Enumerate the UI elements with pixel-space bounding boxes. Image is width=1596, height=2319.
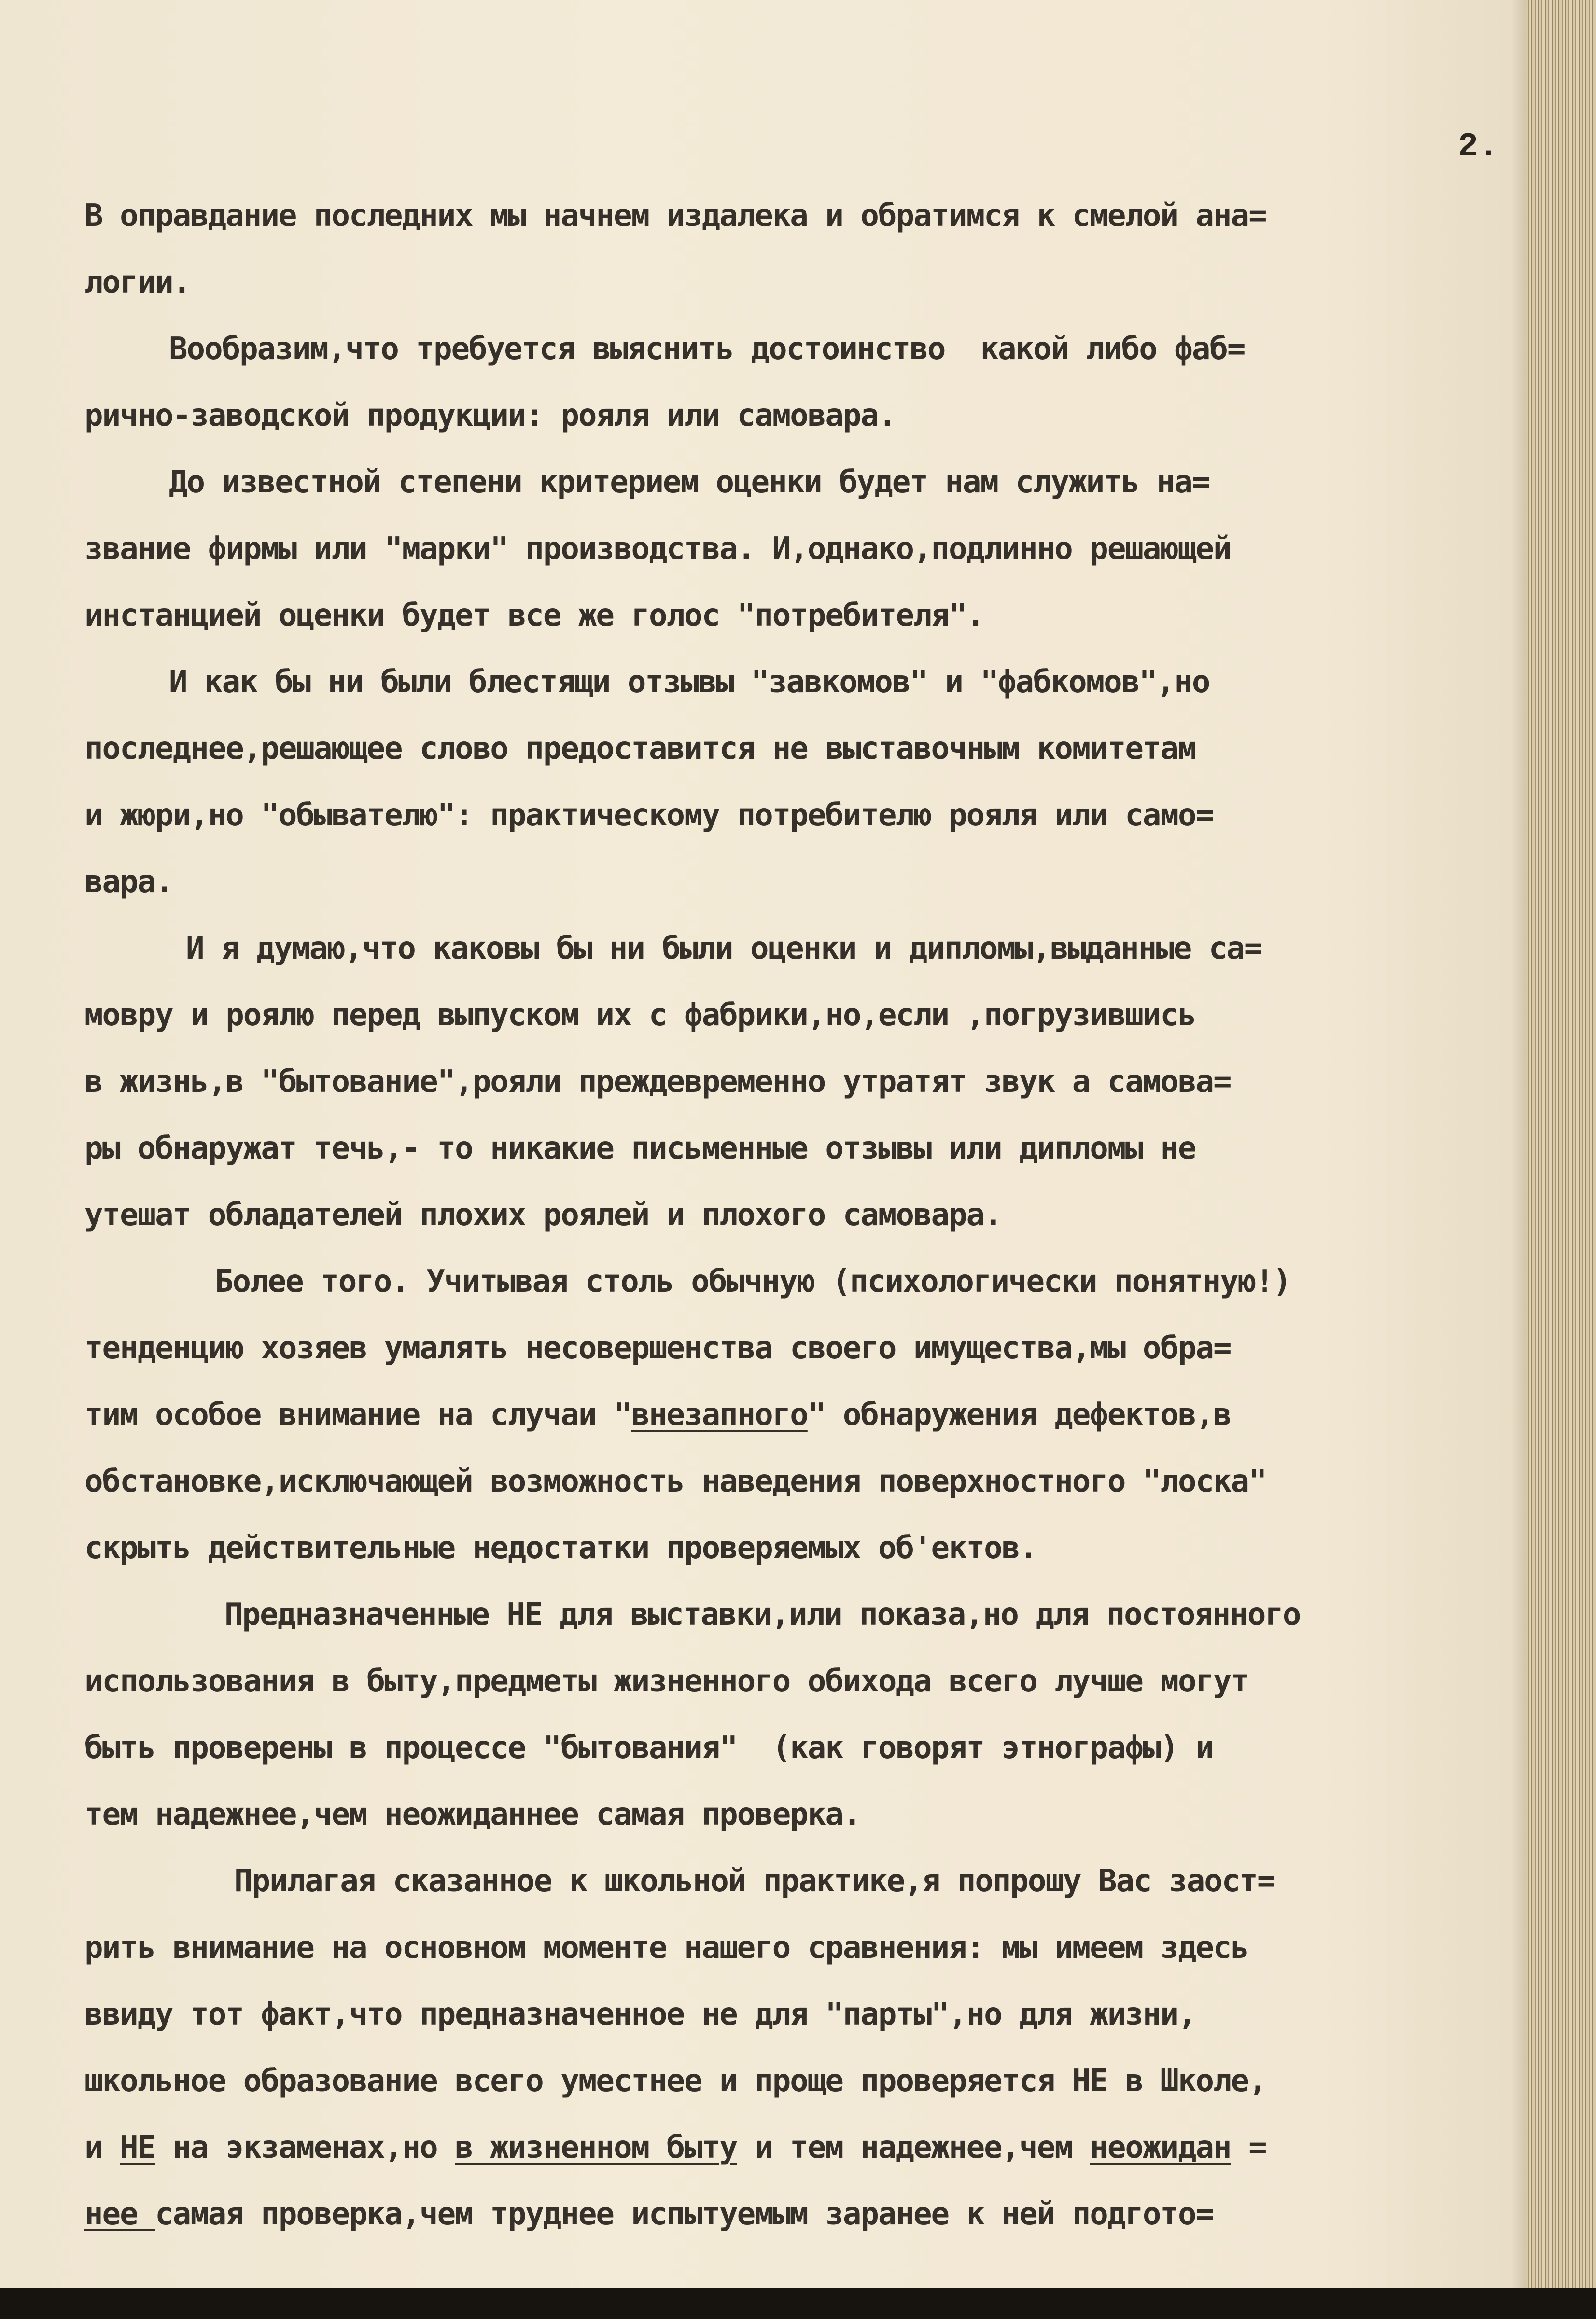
page-number: 2. — [1458, 128, 1499, 166]
text-line: Предназначенные НЕ для выставки,или показа,но для постоянного — [224, 1597, 1301, 1633]
text-line: тем надежнее,чем неожиданнее самая проверка. — [84, 1797, 861, 1832]
text-line — [84, 2114, 1528, 2181]
text-line: последнее,решающее слово предоставится не выставочным комитетам — [84, 731, 1196, 767]
text-line: и жюри,но "обывателю": практическому потребителю рояля или само= — [84, 797, 1213, 833]
text-line: ввиду тот факт,что предназначенное не для "парты",но для жизни, — [84, 1997, 1196, 2032]
text-line: скрыть действительные недостатки проверяемых об'ектов. — [84, 1530, 1037, 1566]
text-line — [84, 1382, 1528, 1448]
line-text: тим особое внимание на случаи " — [84, 1397, 631, 1433]
text-line: тенденцию хозяев умалять несовершенства своего имущества,мы обра= — [84, 1330, 1231, 1366]
underlined-word: неожидан — [1090, 2130, 1231, 2165]
line-text: и — [84, 2130, 120, 2165]
text-line: ры обнаружат течь,- то никакие письменные отзывы или дипломы не — [84, 1131, 1196, 1166]
text-line: быть проверены в процессе "бытования" (как говорят этнографы) и — [84, 1730, 1213, 1766]
line-text: = — [1231, 2130, 1266, 2165]
line-text: " обнаружения дефектов,в — [807, 1397, 1231, 1433]
line-text: на экзаменах,но — [155, 2130, 455, 2165]
text-line: мовру и роялю перед выпуском их с фабрики,но,если ,погрузившись — [84, 997, 1196, 1033]
line-text: самая проверка,чем труднее испытуемым заранее к ней подгото= — [155, 2196, 1213, 2232]
text-line: обстановке,исключающей возможность наведения поверхностного "лоска" — [84, 1464, 1266, 1499]
text-line: И как бы ни были блестящи отзывы "завкомов" и "фабкомов",но — [169, 664, 1210, 700]
book-page-edges — [1526, 0, 1596, 2319]
underlined-word: внезапного — [631, 1397, 808, 1433]
text-line: звание фирмы или "марки" производства. И,однако,подлинно решающей — [84, 531, 1231, 567]
typed-text-body — [84, 182, 1528, 2248]
text-line — [84, 2181, 1528, 2248]
underlined-word: НЕ — [120, 2130, 155, 2165]
line-text: и тем надежнее,чем — [737, 2130, 1090, 2165]
text-line: рично-заводской продукции: рояля или самовара. — [84, 398, 896, 433]
text-line: утешат обладателей плохих роялей и плохого самовара. — [84, 1197, 1002, 1233]
text-line: школьное образование всего уместнее и проще проверяется НЕ в Школе, — [84, 2063, 1266, 2099]
underlined-word: нее — [84, 2196, 155, 2232]
scan-bottom-border — [0, 2288, 1596, 2319]
text-line: инстанцией оценки будет все же голос "потребителя". — [84, 598, 984, 633]
text-line: использования в быту,предметы жизненного обихода всего лучше могут — [84, 1663, 1249, 1699]
text-line: В оправдание последних мы начнем издалека и обратимся к смелой ана= — [84, 198, 1266, 234]
underlined-phrase: в жизненном быту — [455, 2130, 737, 2165]
text-line: вара. — [84, 864, 173, 900]
text-line: Прилагая сказанное к школьной практике,я попрошу Вас заост= — [234, 1863, 1275, 1899]
text-line: логии. — [84, 265, 191, 300]
text-line: До известной степени критерием оценки будет нам служить на= — [169, 464, 1210, 500]
text-line: рить внимание на основном моменте нашего сравнения: мы имеем здесь — [84, 1930, 1249, 1966]
text-line: Вообразим,что требуется выяснить достоинство какой либо фаб= — [169, 331, 1245, 367]
text-line: И я думаю,что каковы бы ни были оценки и дипломы,выданные са= — [186, 931, 1262, 966]
text-line: в жизнь,в "бытование",рояли преждевременно утратят звук а самова= — [84, 1064, 1231, 1100]
text-line: Более того. Учитывая столь обычную (психологически понятную!) — [215, 1264, 1291, 1299]
